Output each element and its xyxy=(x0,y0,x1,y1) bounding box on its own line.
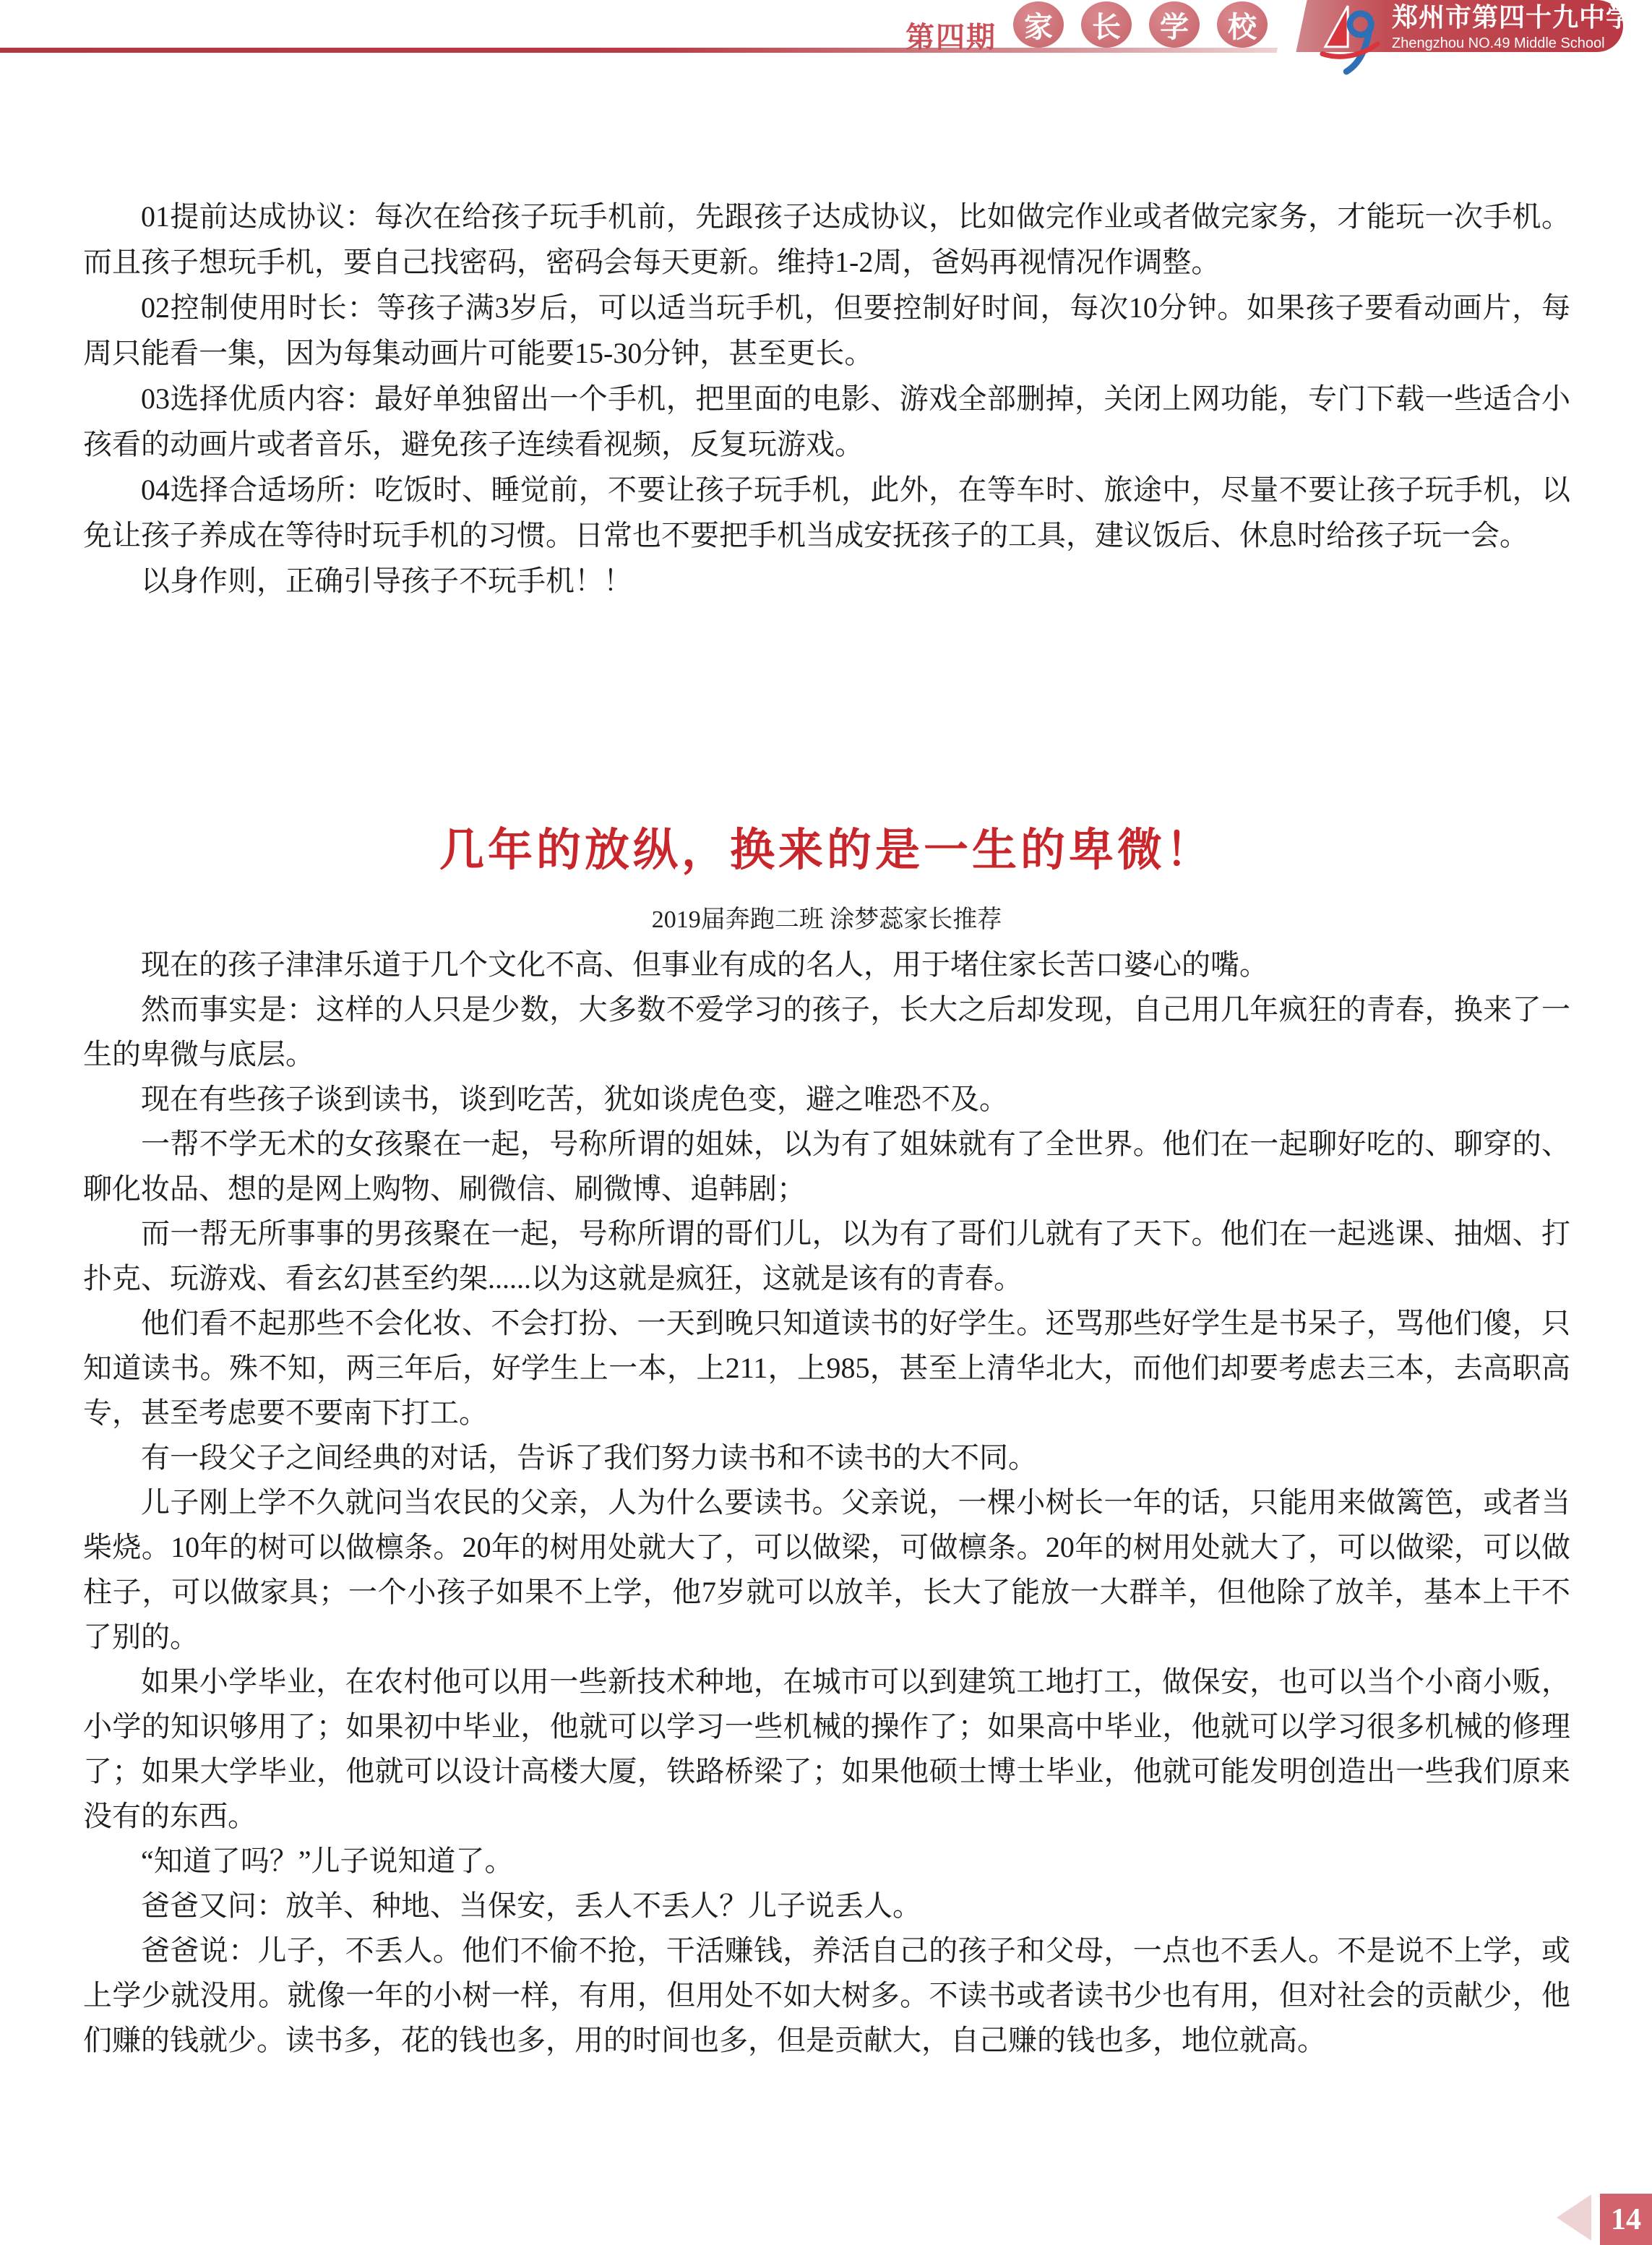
paragraph: 04选择合适场所：吃饭时、睡觉前，不要让孩子玩手机，此外，在等车时、旅途中，尽量不要让孩子玩手机，以免让孩子养成在等待时玩手机的习惯。日常也不要把手机当成安抚孩子的工具，建议饭后、休息时给孩子玩一会。 xyxy=(83,473,1570,551)
paragraph: “知道了吗？”儿子说知道了。 xyxy=(141,1845,514,1877)
badge-jia: 家 xyxy=(1013,1,1064,48)
paragraph: 然而事实是：这样的人只是少数，大多数不爱学习的孩子，长大之后却发现，自己用几年疯狂的青春，换来了一生的卑微与底层。 xyxy=(83,993,1570,1070)
badge-zhang: 长 xyxy=(1081,1,1132,48)
issue-label: 第四期 xyxy=(905,21,997,53)
paragraph: 现在的孩子津津乐道于几个文化不高、但事业有成的名人，用于堵住家长苦口婆心的嘴。 xyxy=(141,948,1268,981)
paragraph: 如果小学毕业，在农村他可以用一些新技术种地，在城市可以到建筑工地打工，做保安，也可以当个小商小贩，小学的知识够用了；如果初中毕业，他就可以学习一些机械的操作了；如果高中毕业，他就可以学习很多机械的修理了；如果大学毕业，他就可以设计高楼大厦，铁路桥梁了；如果他硕士博士毕业，他就可能发明创造出一些我们原来没有的东西。 xyxy=(83,1665,1570,1832)
paragraph: 01提前达成协议：每次在给孩子玩手机前，先跟孩子达成协议，比如做完作业或者做完家务，才能玩一次手机。而且孩子想玩手机，要自己找密码，密码会每天更新。维持1-2周，爸妈再视情况作调整。 xyxy=(83,200,1570,278)
school-name-cn: 郑州市第四十九中学 xyxy=(1392,3,1633,32)
school-name-en: Zhengzhou NO.49 Middle School xyxy=(1392,35,1605,51)
badge-xiao: 校 xyxy=(1217,1,1268,48)
school-names xyxy=(1392,4,1632,51)
page-number: 14 xyxy=(1600,2194,1652,2245)
paragraph: 03选择优质内容：最好单独留出一个手机，把里面的电影、游戏全部删掉，关闭上网功能，专门下载一些适合小孩看的动画片或者音乐，避免孩子连续看视频，反复玩游戏。 xyxy=(83,382,1570,460)
paragraph: 他们看不起那些不会化妆、不会打扮、一天到晚只知道读书的好学生。还骂那些好学生是书呆子，骂他们傻，只知道读书。殊不知，两三年后，好学生上一本，上211，上985，甚至上清华北大，而他们却要考虑去三本，去高职高专，甚至考虑要不要南下打工。 xyxy=(83,1307,1570,1429)
paragraph: 02控制使用时长：等孩子满3岁后，可以适当玩手机，但要控制好时间，每次10分钟。如果孩子要看动画片，每周只能看一集，因为每集动画片可能要15-30分钟，甚至更长。 xyxy=(83,291,1570,369)
paragraph: 儿子刚上学不久就问当农民的父亲，人为什么要读书。父亲说，一棵小树长一年的话，只能用来做篱笆，或者当柴烧。10年的树可以做檩条。20年的树用处就大了，可以做梁，可做檩条。20年的树用处就大了，可以做梁，可以做柱子，可以做家具；一个小孩子如果不上学，他7岁就可以放羊，长大了能放一大群羊，但他除了放羊，基本上干不了别的。 xyxy=(83,1486,1570,1653)
paragraph: 一帮不学无术的女孩聚在一起，号称所谓的姐妹，以为有了姐妹就有了全世界。他们在一起聊好吃的、聊穿的、聊化妆品、想的是网上购物、刷微信、刷微博、追韩剧； xyxy=(83,1128,1570,1205)
page-number-triangle-icon xyxy=(1557,2194,1591,2241)
sailboat-49-logo-icon xyxy=(1318,3,1382,77)
article-title: 几年的放纵，换来的是一生的卑微！ xyxy=(439,826,1214,875)
paragraph: 爸爸说：儿子，不丢人。他们不偷不抢，干活赚钱，养活自己的孩子和父母，一点也不丢人。不是说不上学，或上学少就没用。就像一年的小树一样，有用，但用处不如大树多。不读书或者读书少也有用，但对社会的贡献少，他们赚的钱就少。读书多，花的钱也多，用的时间也多，但是贡献大，自己赚的钱也多，地位就高。 xyxy=(83,1934,1570,2056)
article-body xyxy=(83,943,1570,2063)
paragraph: 而一帮无所事事的男孩聚在一起，号称所谓的哥们儿，以为有了哥们儿就有了天下。他们在一起逃课、抽烟、打扑克、玩游戏、看玄幻甚至约架......以为这就是疯狂，这就是该有的青春。 xyxy=(83,1217,1570,1295)
paragraph: 爸爸又问：放羊、种地、当保安，丢人不丢人？儿子说丢人。 xyxy=(141,1889,921,1922)
article-byline: 2019届奔跑二班 涂梦蕊家长推荐 xyxy=(651,906,1002,933)
header-rule-line xyxy=(0,48,1295,53)
masthead-badges xyxy=(1013,1,1268,48)
school-banner xyxy=(1294,0,1633,52)
badge-xue: 学 xyxy=(1149,1,1200,48)
tips-section xyxy=(83,194,1570,604)
paragraph: 有一段父子之间经典的对话，告诉了我们努力读书和不读书的大不同。 xyxy=(141,1441,1037,1474)
paragraph: 以身作则，正确引导孩子不玩手机！！ xyxy=(141,565,632,597)
paragraph: 现在有些孩子谈到读书，谈到吃苦，犹如谈虎色变，避之唯恐不及。 xyxy=(141,1083,1008,1115)
